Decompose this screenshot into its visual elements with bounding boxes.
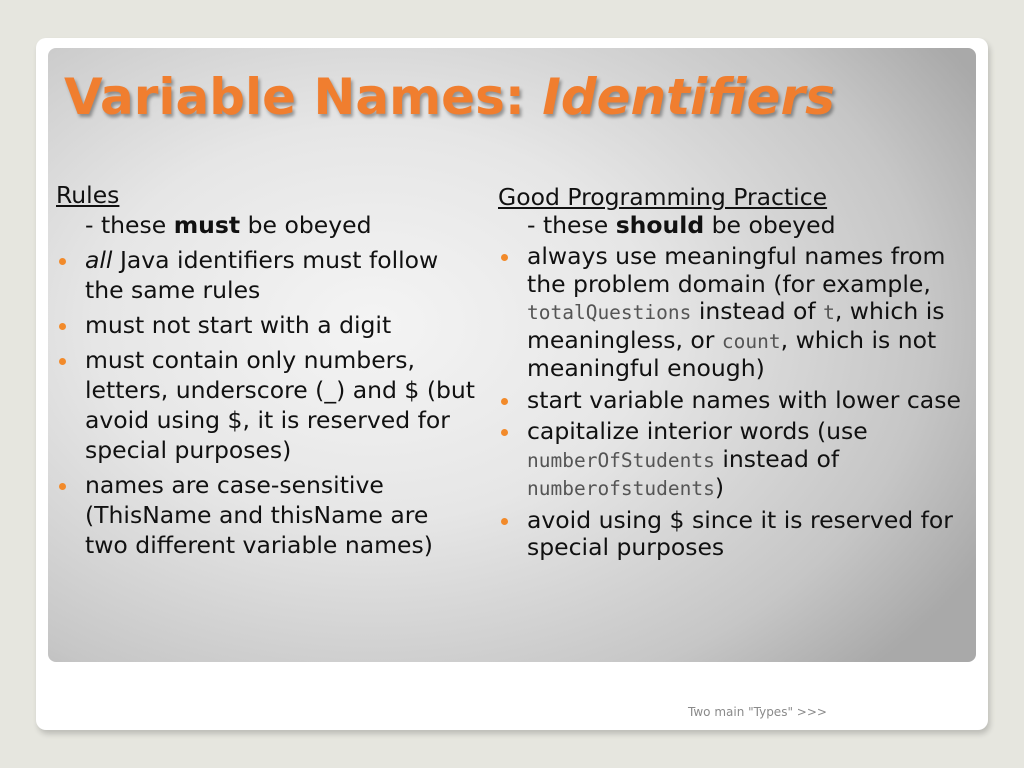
code-number-of-students: numberOfStudents — [527, 448, 715, 472]
list-item — [498, 243, 978, 383]
bullet-dot-icon — [59, 258, 66, 265]
practice-4-text: avoid using $ since it is reserved for special purposes — [527, 505, 953, 561]
rules-subheader — [56, 210, 476, 240]
practice-sub-bold: should — [615, 210, 705, 239]
practice-1-part3: , which is meaningless, or — [527, 297, 945, 354]
rule-1-text: Java identifiers must follow the same rules — [85, 246, 439, 304]
practice-3-part2: instead of — [714, 444, 840, 473]
code-total-questions: totalQuestions — [527, 301, 692, 324]
code-t: t — [823, 301, 835, 324]
code-numberofstudents: numberofstudents — [527, 477, 715, 500]
list-item — [56, 470, 476, 560]
practice-2-text: start variable names with lower case — [527, 385, 961, 414]
title-italic: Identifiers — [542, 68, 835, 126]
bullet-dot-icon — [59, 358, 66, 365]
bullet-dot-icon — [501, 398, 508, 405]
rule-1-italic: all — [85, 246, 113, 274]
bullet-dot-icon — [501, 518, 508, 525]
practice-sub-pre: - these — [527, 210, 616, 239]
list-item — [56, 245, 476, 305]
practice-sub-post: be obeyed — [704, 210, 836, 239]
practice-subheader — [498, 212, 978, 240]
bullet-dot-icon — [59, 483, 66, 490]
rules-sub-bold: must — [173, 211, 241, 239]
rule-3-text: must contain only numbers, letters, underscore (_) and $ (but avoid using $, it is reserved for special purposes) — [85, 346, 476, 464]
practice-list — [498, 243, 978, 562]
rules-column — [56, 180, 476, 560]
bullet-dot-icon — [501, 429, 508, 436]
practice-1-part2: instead of — [691, 297, 824, 325]
slide-title — [64, 68, 835, 126]
practice-3-part1: capitalize interior words (use — [527, 417, 868, 445]
list-item — [56, 345, 476, 465]
rules-sub-pre: - these — [85, 211, 174, 239]
practice-header: Good Programming Practice — [498, 183, 828, 211]
bullet-dot-icon — [59, 323, 66, 330]
practice-1-part1: always use meaningful names from the problem domain (for example, — [527, 242, 946, 298]
next-slide-link[interactable]: Two main "Types" >>> — [688, 705, 827, 719]
rule-4-text: names are case-sensitive (ThisName and thisName are two different variable names) — [85, 471, 433, 559]
rules-sub-post: be obeyed — [240, 211, 372, 239]
rule-2-text: must not start with a digit — [85, 311, 392, 339]
list-item — [498, 418, 978, 503]
list-item — [498, 507, 978, 562]
list-item — [56, 310, 476, 340]
title-plain: Variable Names: — [64, 68, 543, 126]
code-count: count — [721, 329, 781, 353]
list-item — [498, 387, 978, 415]
rules-header: Rules — [56, 181, 120, 209]
bullet-dot-icon — [501, 254, 508, 261]
practice-3-part3: ) — [714, 473, 725, 501]
rules-list — [56, 245, 476, 560]
practice-1-part4: , which is not meaningful enough) — [527, 325, 937, 382]
practice-column — [498, 184, 978, 562]
